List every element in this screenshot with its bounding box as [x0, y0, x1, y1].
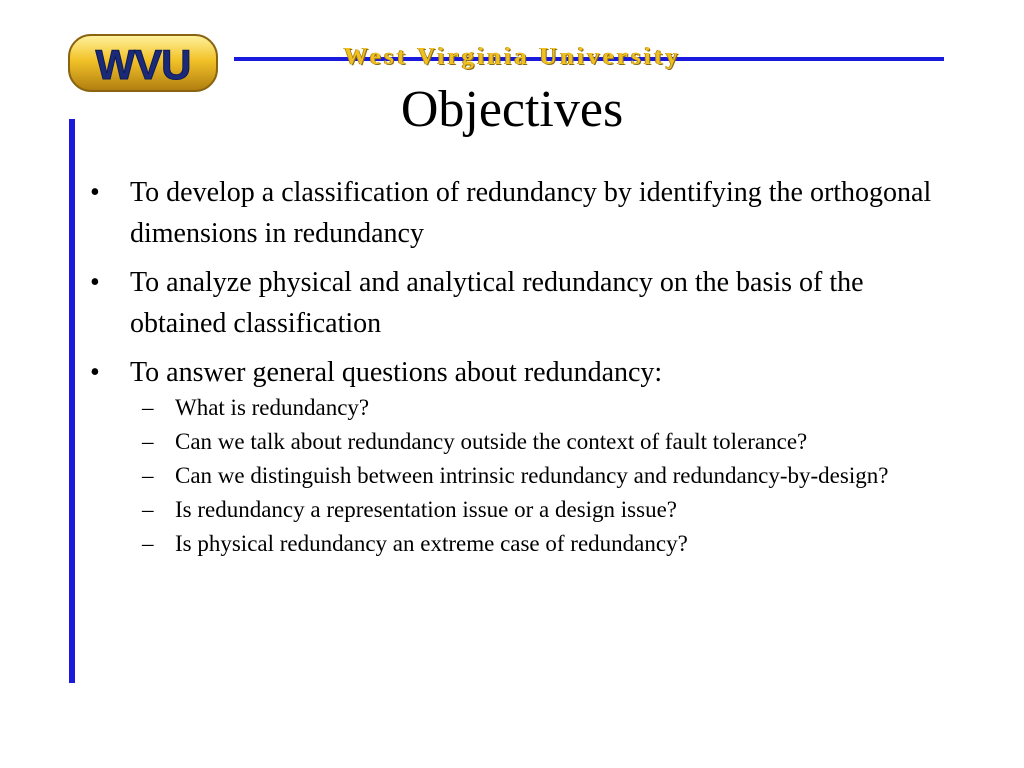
sub-bullet-item — [90, 497, 950, 523]
sub-bullet-list — [90, 395, 950, 557]
sub-bullet-item — [90, 395, 950, 421]
sub-bullet-mark: – — [142, 429, 154, 454]
sub-bullet-item — [90, 463, 950, 489]
sub-bullet-mark: – — [142, 395, 154, 420]
sub-bullet-item — [90, 531, 950, 557]
sub-bullet-text: Is physical redundancy an extreme case of redundancy? — [175, 531, 688, 556]
bullet-text: To answer general questions about redundancy: — [130, 357, 663, 388]
bullet-item — [90, 172, 950, 254]
sub-bullet-text: Is redundancy a representation issue or a design issue? — [175, 497, 678, 522]
university-name: West Virginia University — [344, 44, 682, 70]
sub-bullet-mark: – — [142, 531, 154, 556]
bullet-mark: • — [90, 177, 100, 208]
bullet-text: To analyze physical and analytical redundancy on the basis of the obtained classification — [130, 267, 864, 339]
side-rule — [69, 119, 75, 683]
sub-bullet-text: Can we talk about redundancy outside the context of fault tolerance? — [175, 429, 808, 454]
sub-bullet-mark: – — [142, 497, 154, 522]
slide-content — [90, 172, 950, 565]
sub-bullet-text: What is redundancy? — [175, 395, 370, 420]
bullet-text: To develop a classification of redundancy by identifying the orthogonal dimensions in redundancy — [130, 177, 932, 249]
sub-bullet-mark: – — [142, 463, 154, 488]
bullet-item — [90, 262, 950, 344]
bullet-mark: • — [90, 357, 100, 388]
logo-text: WVU — [95, 41, 191, 88]
bullet-item — [90, 352, 950, 393]
sub-bullet-item — [90, 429, 950, 455]
bullet-mark: • — [90, 267, 100, 298]
sub-bullet-text: Can we distinguish between intrinsic redundancy and redundancy-by-design? — [175, 463, 889, 488]
slide-title: Objectives — [400, 81, 624, 138]
